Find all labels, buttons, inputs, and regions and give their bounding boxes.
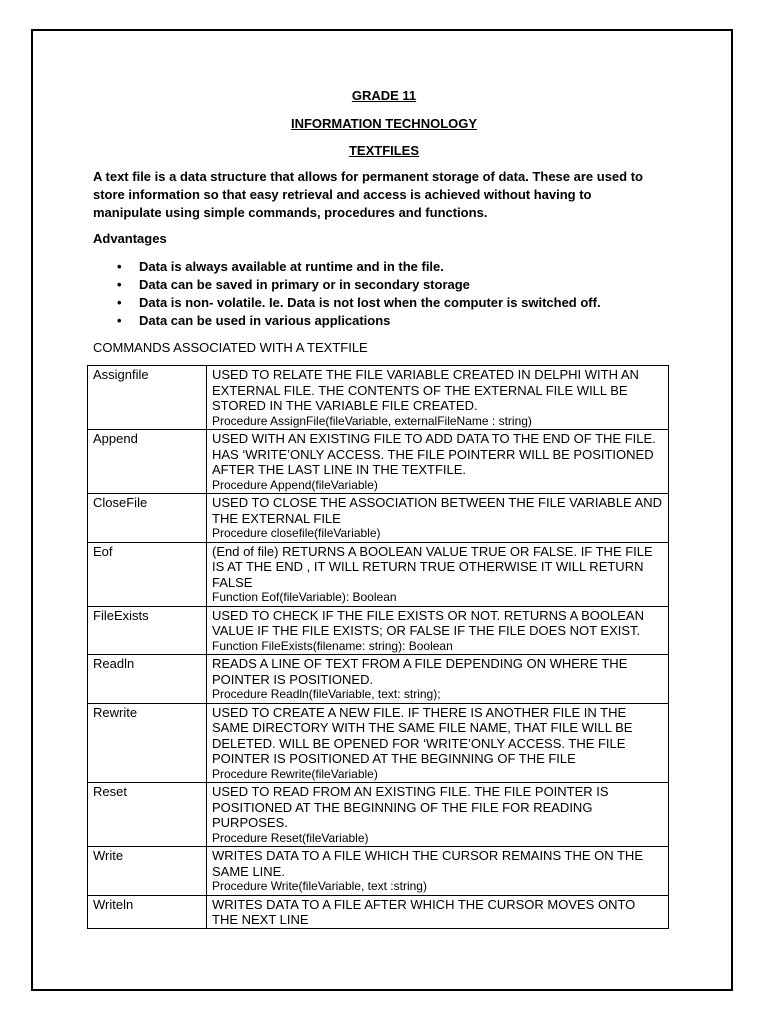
command-description (207, 783, 669, 847)
description-text: USED TO CREATE A NEW FILE. IF THERE IS ANOTHER FILE IN THE SAME DIRECTORY WITH THE SAME FILE NAME, THAT FILE WILL BE DELETED. WILL BE OPENED FOR ‘WRITE’ONLY ACCESS. THE FILE POINTER IS POSITIONED AT THE BEGINNING OF THE FILE (212, 704, 633, 766)
command-description (207, 847, 669, 896)
grade-heading: GRADE 11 (351, 88, 417, 103)
command-description (207, 655, 669, 704)
intro-paragraph: A text file is a data structure that allows for permanent storage of data. These are used to store information so that easy retrieval and access is achieved without having to manipulate using simple commands, procedures and functions. (93, 169, 643, 220)
advantage-text: Data can be used in various applications (139, 313, 391, 328)
signature-text: Procedure Readln(fileVariable, text: string); (212, 687, 441, 701)
description-text: WRITES DATA TO A FILE WHICH THE CURSOR REMAINS THE ON THE SAME LINE. (212, 848, 643, 879)
bullet-icon: • (117, 259, 122, 274)
table-row (88, 847, 669, 896)
command-name: Readln (88, 655, 207, 704)
command-name: Writeln (88, 895, 207, 928)
command-description (207, 606, 669, 655)
command-name: Eof (88, 542, 207, 606)
command-name: Reset (88, 783, 207, 847)
commands-title: COMMANDS ASSOCIATED WITH A TEXTFILE (93, 340, 368, 355)
table-row (88, 494, 669, 543)
description-text: WRITES DATA TO A FILE AFTER WHICH THE CURSOR MOVES ONTO THE NEXT LINE (212, 896, 636, 927)
table-row (88, 895, 669, 928)
list-item (93, 276, 653, 294)
signature-text: Procedure Rewrite(fileVariable) (212, 766, 378, 781)
table-row (88, 430, 669, 494)
command-description (207, 895, 669, 928)
description-text: USED TO CLOSE THE ASSOCIATION BETWEEN THE FILE VARIABLE AND THE EXTERNAL FILE (212, 495, 663, 526)
command-name: Rewrite (88, 703, 207, 783)
table-row (88, 655, 669, 704)
list-item (93, 312, 653, 330)
command-description (207, 494, 669, 543)
subject-heading: INFORMATION TECHNOLOGY (290, 116, 478, 131)
signature-text: Procedure Reset(fileVariable) (212, 830, 369, 845)
description-text: USED TO READ FROM AN EXISTING FILE. THE FILE POINTER IS POSITIONED AT THE BEGINNING OF THE FILE FOR READING PURPOSES. (212, 784, 609, 830)
topic-heading: TEXTFILES (348, 143, 420, 158)
command-name: Append (88, 430, 207, 494)
commands-table (87, 365, 669, 929)
table-row (88, 542, 669, 606)
table-row (88, 366, 669, 430)
bullet-icon: • (117, 277, 122, 292)
command-name: FileExists (88, 606, 207, 655)
command-name: Write (88, 847, 207, 896)
table-row (88, 703, 669, 783)
description-text: READS A LINE OF TEXT FROM A FILE DEPENDING ON WHERE THE POINTER IS POSITIONED. (212, 656, 628, 687)
signature-text: Procedure AssignFile(fileVariable, externalFileName : string) (212, 413, 532, 428)
description-text: USED TO CHECK IF THE FILE EXISTS OR NOT. RETURNS A BOOLEAN VALUE IF THE FILE EXISTS; OR FALSE IF THE FILE DOES NOT EXIST. (212, 607, 644, 638)
table-row (88, 783, 669, 847)
advantages-title: Advantages (93, 231, 167, 246)
description-text: (End of file) RETURNS A BOOLEAN VALUE TRUE OR FALSE. IF THE FILE IS AT THE END , IT WILL RETURN TRUE OTHERWISE IT WILL RETURN FALSE (212, 543, 653, 590)
command-description (207, 366, 669, 430)
signature-text: Function FileExists(filename: string): Boolean (212, 638, 453, 653)
signature-text: Procedure Append(fileVariable) (212, 477, 378, 492)
command-name: Assignfile (88, 366, 207, 430)
description-text: USED TO RELATE THE FILE VARIABLE CREATED IN DELPHI WITH AN EXTERNAL FILE. THE CONTENTS OF THE EXTERNAL FILE WILL BE STORED IN THE VARIABLE FILE CREATED. (212, 367, 639, 413)
description-text: USED WITH AN EXISTING FILE TO ADD DATA TO THE END OF THE FILE. HAS ‘WRITE’ONLY ACCESS. THE FILE POINTERR WILL BE POSITIONED AFTER THE LAST LINE IN THE TEXTFILE. (212, 431, 656, 477)
command-name: CloseFile (88, 494, 207, 543)
list-item (93, 258, 653, 276)
signature-text: Procedure Write(fileVariable, text :string) (212, 879, 427, 893)
advantage-text: Data can be saved in primary or in secondary storage (139, 277, 470, 292)
advantage-text: Data is non- volatile. Ie. Data is not lost when the computer is switched off. (139, 295, 601, 310)
signature-text: Procedure closefile(fileVariable) (212, 526, 381, 540)
command-description (207, 703, 669, 783)
advantages-list (93, 258, 653, 330)
bullet-icon: • (117, 295, 122, 310)
list-item (93, 294, 653, 312)
table-row (88, 606, 669, 655)
signature-text: Function Eof(fileVariable): Boolean (212, 590, 397, 604)
command-description (207, 542, 669, 606)
command-description (207, 430, 669, 494)
bullet-icon: • (117, 313, 122, 328)
advantage-text: Data is always available at runtime and in the file. (139, 259, 444, 274)
